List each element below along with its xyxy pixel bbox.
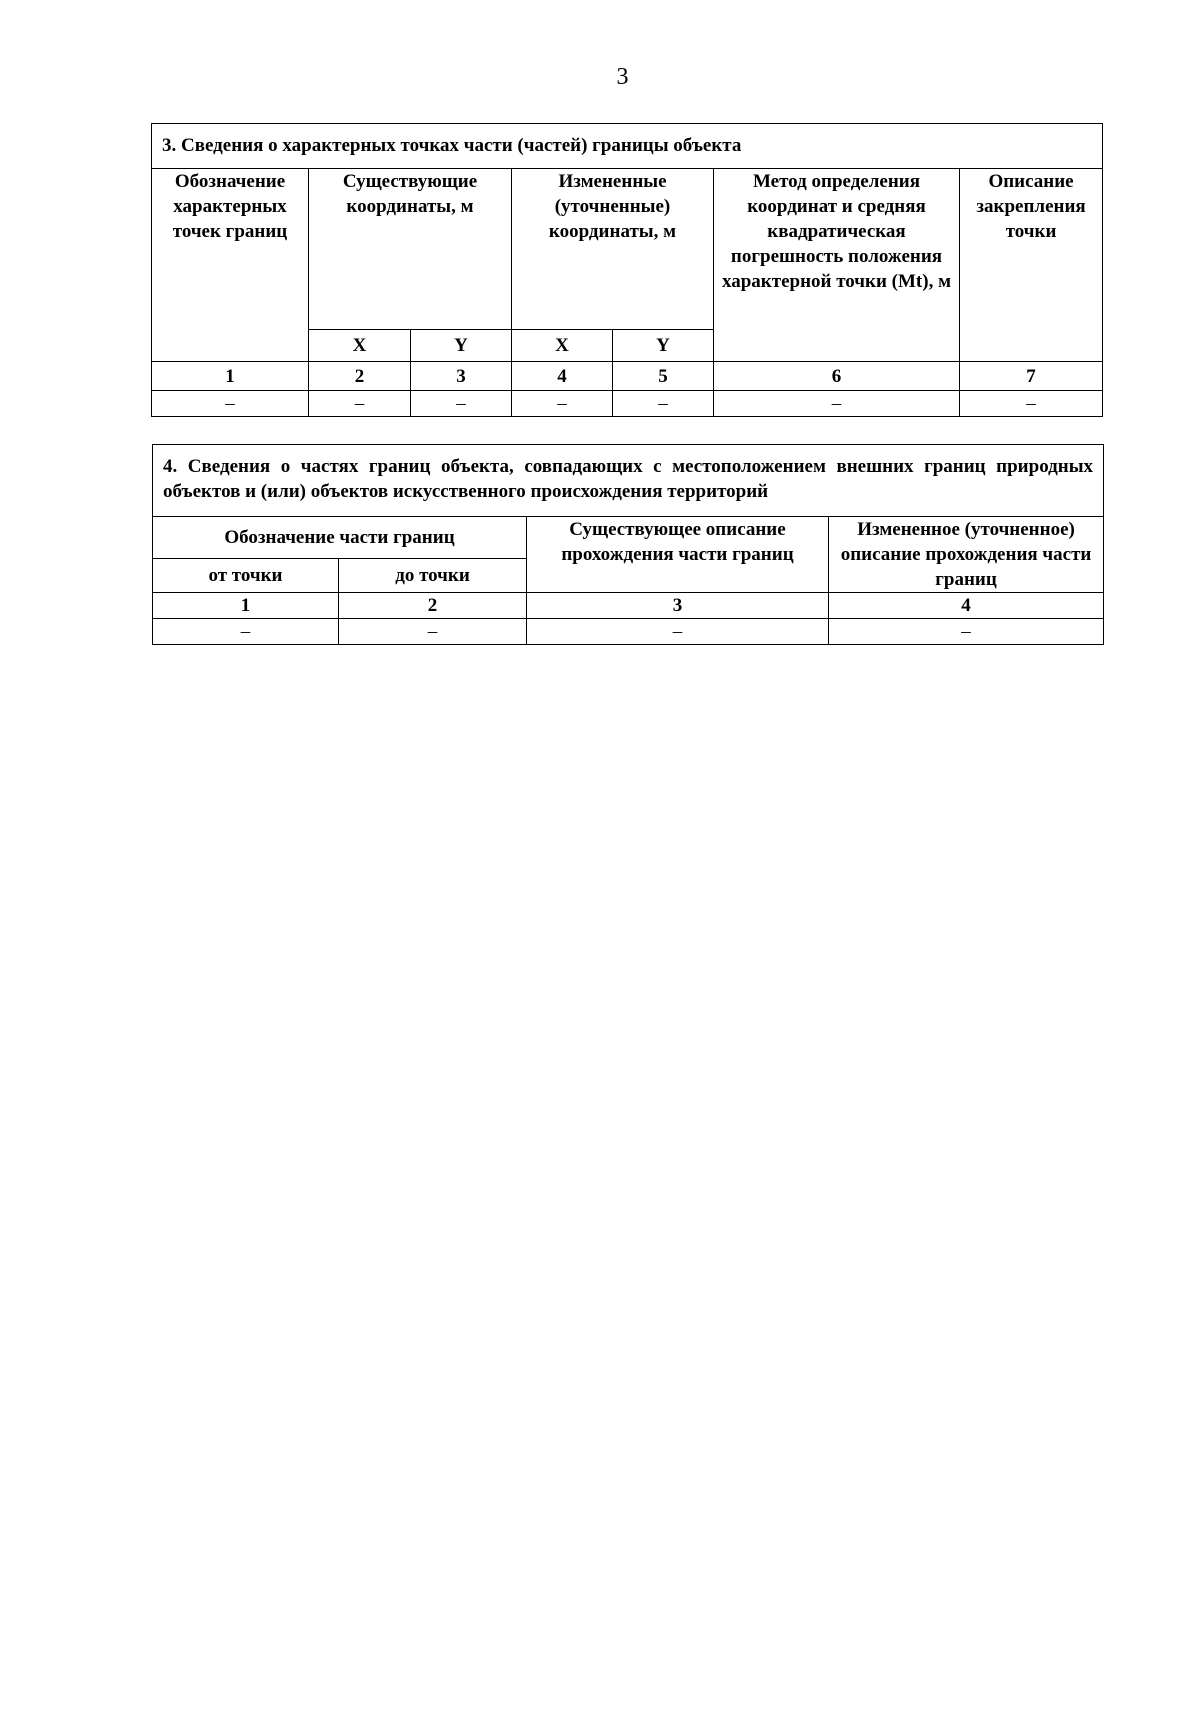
header-changed-coords: Измененные (уточненные) координаты, м [512,169,714,330]
column-number: 6 [714,362,960,391]
header-existing-x: X [309,330,411,362]
header-designation: Обозначение характерных точек границ [152,169,309,362]
header-part-designation: Обозначение части границ [153,517,527,559]
table-cell: – [613,391,714,417]
section3-title: 3. Сведения о характерных точках части (частей) границы объекта [152,124,1103,169]
header-changed-y: Y [613,330,714,362]
header-changed-description: Измененное (уточненное) описание прохождения части границ [829,517,1104,593]
header-existing-coords: Существующие координаты, м [309,169,512,330]
table-cell: – [309,391,411,417]
table-cell: – [153,619,339,645]
header-changed-x: X [512,330,613,362]
table-cell: – [829,619,1104,645]
column-number: 7 [960,362,1103,391]
column-number: 4 [829,593,1104,619]
header-from-point: от точки [153,559,339,593]
column-number: 4 [512,362,613,391]
column-number: 3 [411,362,512,391]
column-number: 3 [527,593,829,619]
section4-table [152,444,1104,645]
header-method: Метод определения координат и средняя квадратическая погрешность положения характерной точки (Mt), м [714,169,960,362]
header-existing-description: Существующее описание прохождения части границ [527,517,829,593]
table-cell: – [339,619,527,645]
table-cell: – [714,391,960,417]
table-cell: – [411,391,512,417]
column-number: 1 [153,593,339,619]
section3-table [151,123,1103,417]
page-number: 3 [616,64,629,90]
table-cell: – [512,391,613,417]
column-number: 2 [309,362,411,391]
table-cell: – [960,391,1103,417]
header-fixing: Описание закрепления точки [960,169,1103,362]
column-number: 2 [339,593,527,619]
header-existing-y: Y [411,330,512,362]
column-number: 1 [152,362,309,391]
column-number: 5 [613,362,714,391]
section4-title: 4. Сведения о частях границ объекта, совпадающих с местоположением внешних границ природных объектов и (или) объектов искусственного происхождения территорий [153,445,1104,517]
table-cell: – [152,391,309,417]
header-to-point: до точки [339,559,527,593]
table-cell: – [527,619,829,645]
